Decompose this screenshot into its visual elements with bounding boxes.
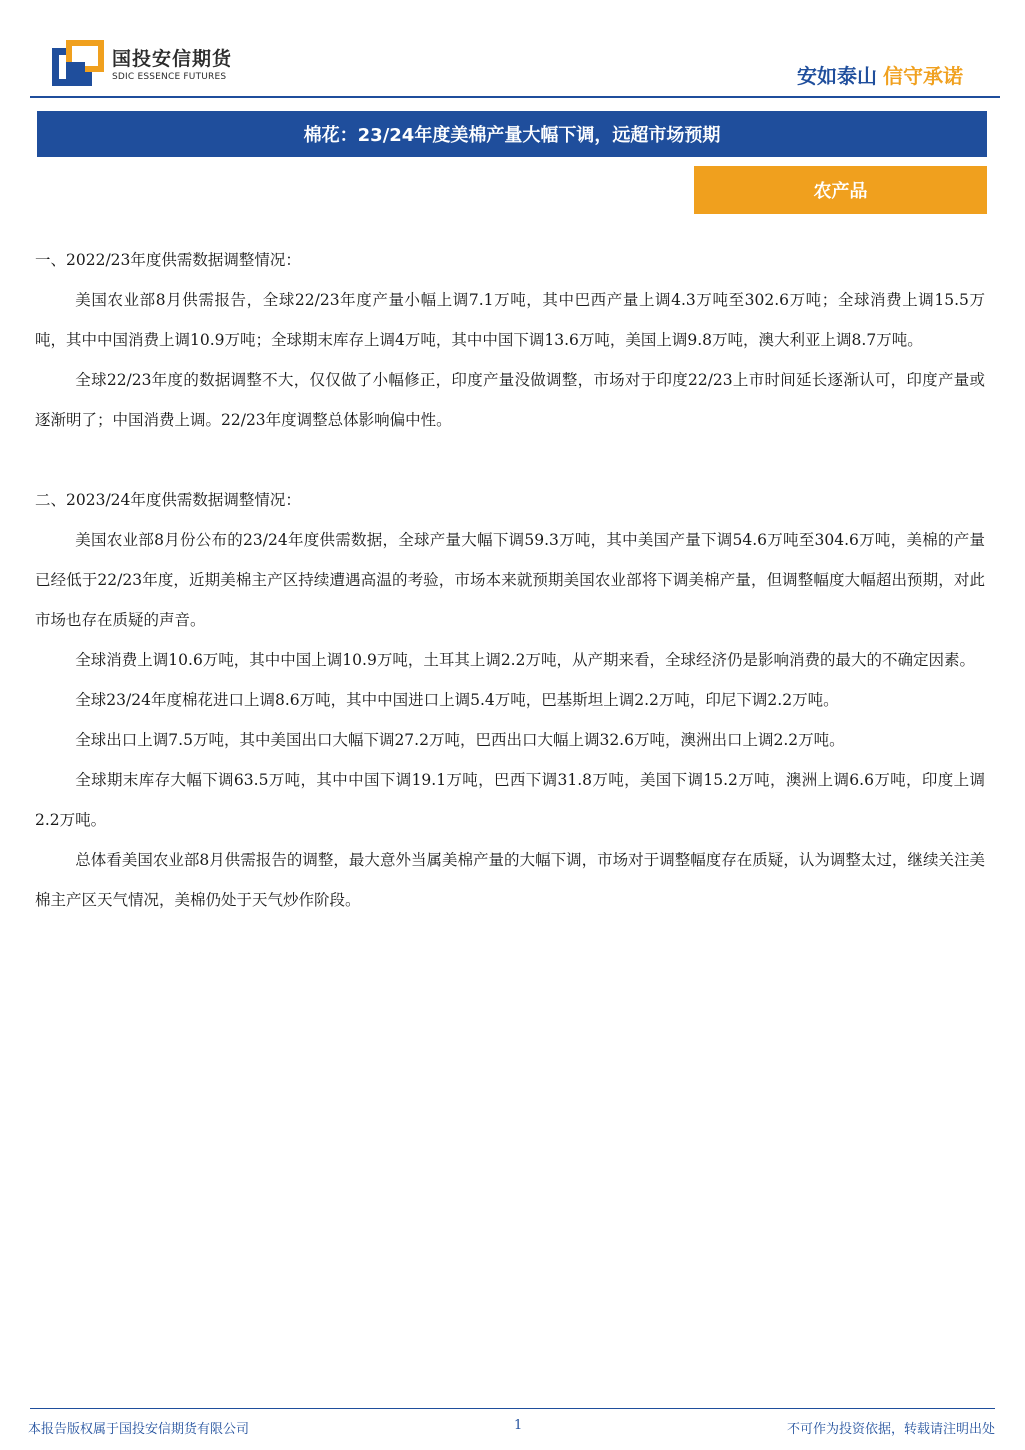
section-2022-23 <box>35 240 985 440</box>
slogan-part2: 信守承诺 <box>883 64 963 88</box>
page-footer <box>0 1400 1025 1450</box>
footer-divider <box>30 1408 995 1409</box>
disclaimer: 不可作为投资依据，转载请注明出处 <box>786 1422 995 1437</box>
copyright-notice: 本报告版权属于国投安信期货有限公司 <box>28 1422 250 1437</box>
paragraph: 全球22/23年度的数据调整不大，仅仅做了小幅修正，印度产量没做调整，市场对于印度22/23上市时间延长逐渐认可，印度产量或逐渐明了；中国消费上调。22/23年度调整总体影响偏中性。 <box>35 371 985 429</box>
paragraph: 美国农业部8月供需报告，全球22/23年度产量小幅上调7.1万吨，其中巴西产量上调4.3万吨至302.6万吨；全球消费上调15.5万吨，其中中国消费上调10.9万吨；全球期末库存上调4万吨，其中中国下调13.6万吨，美国上调9.8万吨，澳大利亚上调8.7万吨。 <box>35 291 986 349</box>
page-header <box>0 0 1025 100</box>
section-heading: 一、2022/23年度供需数据调整情况： <box>35 251 301 269</box>
category-badge: 农产品 <box>694 166 987 214</box>
paragraph: 全球消费上调10.6万吨，其中中国上调10.9万吨，土耳其上调2.2万吨，从产期来看，全球经济仍是影响消费的最大的不确定因素。 <box>75 651 975 669</box>
header-divider <box>30 96 1000 98</box>
slogan-part1: 安如泰山 <box>797 64 877 88</box>
report-title: 棉花：23/24年度美棉产量大幅下调，远超市场预期 <box>37 111 987 157</box>
paragraph: 全球出口上调7.5万吨，其中美国出口大幅下调27.2万吨，巴西出口大幅上调32.6万吨，澳洲出口上调2.2万吨。 <box>75 731 845 749</box>
logo-chinese-name: 国投安信期货 <box>112 48 233 70</box>
section-heading: 二、2023/24年度供需数据调整情况： <box>35 491 301 509</box>
paragraph: 总体看美国农业部8月供需报告的调整，最大意外当属美棉产量的大幅下调，市场对于调整幅度存在质疑，认为调整太过，继续关注美棉主产区天气情况，美棉仍处于天气炒作阶段。 <box>35 851 985 909</box>
paragraph: 美国农业部8月份公布的23/24年度供需数据，全球产量大幅下调59.3万吨，其中美国产量下调54.6万吨至304.6万吨，美棉的产量已经低于22/23年度，近期美棉主产区持续遭遇高温的考验，市场本来就预期美国农业部将下调美棉产量，但调整幅度大幅超出预期，对此市场也存在质疑的声音。 <box>35 531 985 629</box>
report-body <box>35 240 985 960</box>
section-2023-24 <box>35 480 985 920</box>
logo-english-name: SDIC ESSENCE FUTURES <box>112 72 227 82</box>
paragraph: 全球期末库存大幅下调63.5万吨，其中中国下调19.1万吨，巴西下调31.8万吨，美国下调15.2万吨，澳洲上调6.6万吨，印度上调2.2万吨。 <box>35 771 985 829</box>
page-number: 1 <box>514 1418 523 1433</box>
slogan <box>797 60 963 89</box>
paragraph: 全球23/24年度棉花进口上调8.6万吨，其中中国进口上调5.4万吨，巴基斯坦上调2.2万吨，印尼下调2.2万吨。 <box>75 691 839 709</box>
sdic-logo-icon <box>52 40 104 86</box>
